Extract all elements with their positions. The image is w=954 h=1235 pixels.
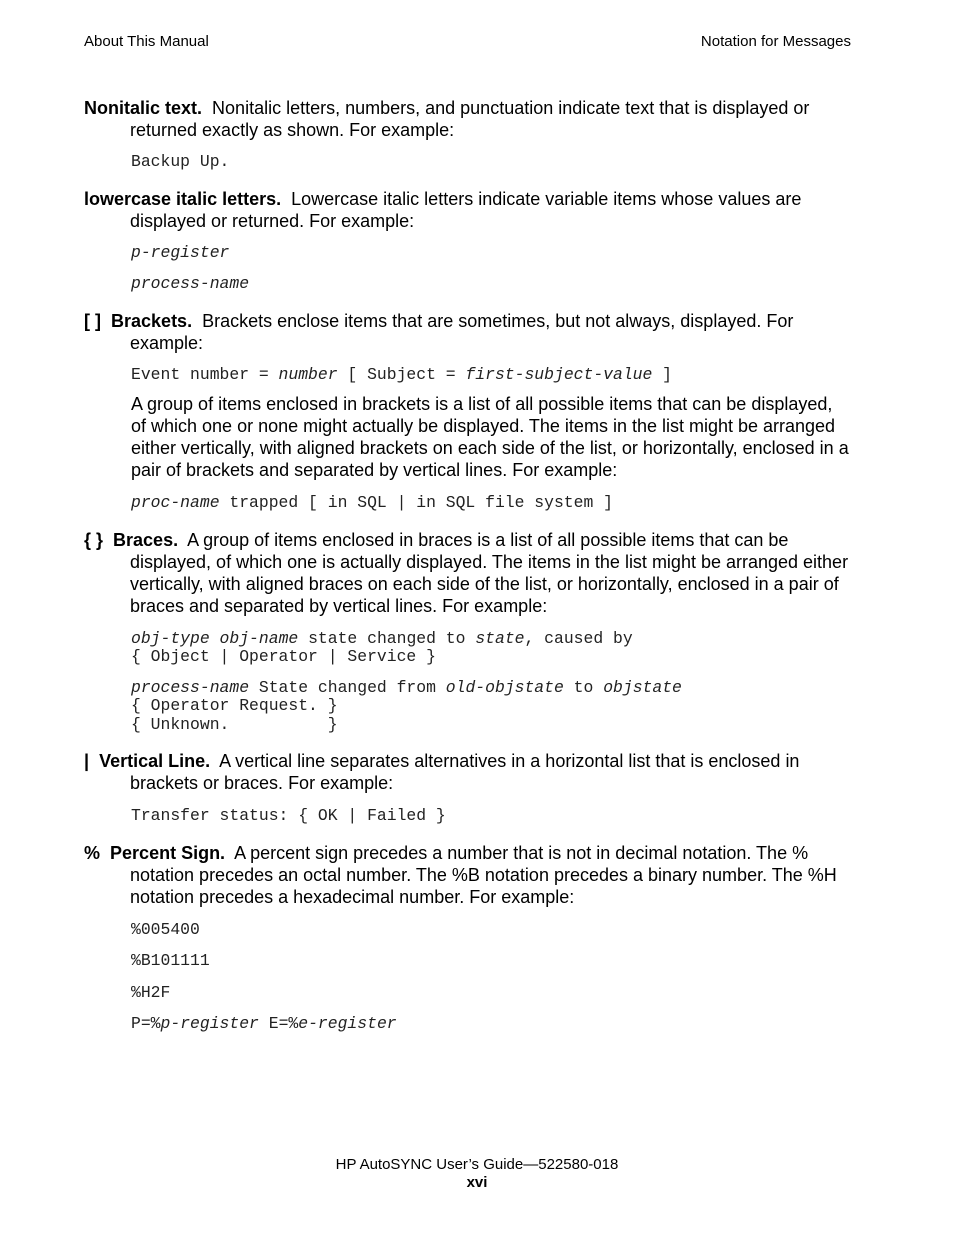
- vertical-entry: [84, 750, 850, 794]
- nonitalic-entry: [84, 97, 850, 141]
- braces-example-2-line-3: { Unknown. }: [131, 714, 338, 734]
- percent-example-4: P=%p-register E=%e-register: [131, 1014, 397, 1033]
- lowercase-text: Lowercase italic letters indicate variable items whose values are displayed or returned. For example:: [130, 188, 802, 231]
- lowercase-example-1: [131, 244, 850, 263]
- brackets-paragraph: A group of items enclosed in brackets is a list of all possible items that can be displayed, of which one or none might actually be displayed. The items in the list might be arranged either vertically, with aligned brackets on each side of the list, or horizontally, enclosed in a pair of brackets and separated by vertical lines. For example:: [131, 394, 849, 480]
- braces-term: Braces.: [113, 529, 179, 550]
- braces-example-2-line-2: { Operator Request. }: [131, 696, 338, 715]
- percent-text: A percent sign precedes a number that is not in decimal notation. The % notation precedes an octal number. The %B notation precedes a binary number. The %H notation precedes a hexadecimal number. For example:: [130, 842, 837, 907]
- italic-var: p-register: [131, 242, 230, 262]
- vertical-example: Transfer status: { OK | Failed }: [131, 806, 446, 825]
- vertical-term: Vertical Line.: [99, 751, 211, 771]
- header-left: About This Manual: [84, 33, 209, 50]
- vertical-symbol: |: [84, 751, 90, 771]
- percent-entry: [84, 842, 850, 908]
- nonitalic-term: Nonitalic text.: [84, 98, 203, 118]
- page-content: [84, 97, 850, 1034]
- brackets-example-2: proc-name trapped [ in SQL | in SQL file system ]: [131, 493, 613, 512]
- header-right: Notation for Messages: [700, 33, 851, 50]
- italic-var: process-name: [131, 274, 250, 293]
- nonitalic-text: Nonitalic letters, numbers, and punctuation indicate text that is displayed or returned exactly as shown. For example:: [130, 98, 810, 140]
- lowercase-example-2: [131, 275, 850, 294]
- vertical-text: A vertical line separates alternatives in a horizontal list that is enclosed in brackets or braces. For example:: [130, 751, 800, 793]
- percent-term: Percent Sign.: [110, 842, 226, 863]
- brackets-term: Brackets.: [111, 310, 193, 331]
- page-footer: [0, 1156, 954, 1192]
- lowercase-entry: [84, 188, 850, 232]
- percent-symbol: %: [84, 842, 101, 863]
- brackets-text: Brackets enclose items that are sometimes, but not always, displayed. For example:: [130, 310, 794, 353]
- percent-example-3: %H2F: [131, 982, 171, 1002]
- braces-text: A group of items enclosed in braces is a list of all possible items that can be displayed, of which one is actually displayed. The items in the list might be arranged either vertically, with aligned braces on each side of the list, or horizontally, enclosed in a pair of braces and separated by vertical lines. For example:: [130, 529, 849, 616]
- braces-example-1-line-1: obj-type obj-name state changed to state, caused by: [131, 628, 633, 648]
- percent-example-2: %B101111: [131, 951, 210, 970]
- nonitalic-example: Backup Up.: [131, 152, 230, 171]
- footer-title: HP AutoSYNC User’s Guide—522580-018: [335, 1156, 619, 1173]
- brackets-entry: [84, 310, 850, 354]
- braces-symbol: { }: [84, 529, 104, 550]
- brackets-symbol: [ ]: [84, 310, 101, 331]
- page-number: xvi: [466, 1174, 488, 1191]
- braces-example-2-line-1: process-name State changed from old-objstate to objstate: [131, 677, 682, 697]
- lowercase-term: lowercase italic letters.: [84, 188, 282, 209]
- braces-entry: [84, 529, 850, 617]
- percent-example-1: %005400: [131, 919, 200, 939]
- brackets-example-1: Event number = number [ Subject = first-subject-value ]: [131, 364, 673, 384]
- braces-example-1-line-2: { Object | Operator | Service }: [131, 647, 436, 666]
